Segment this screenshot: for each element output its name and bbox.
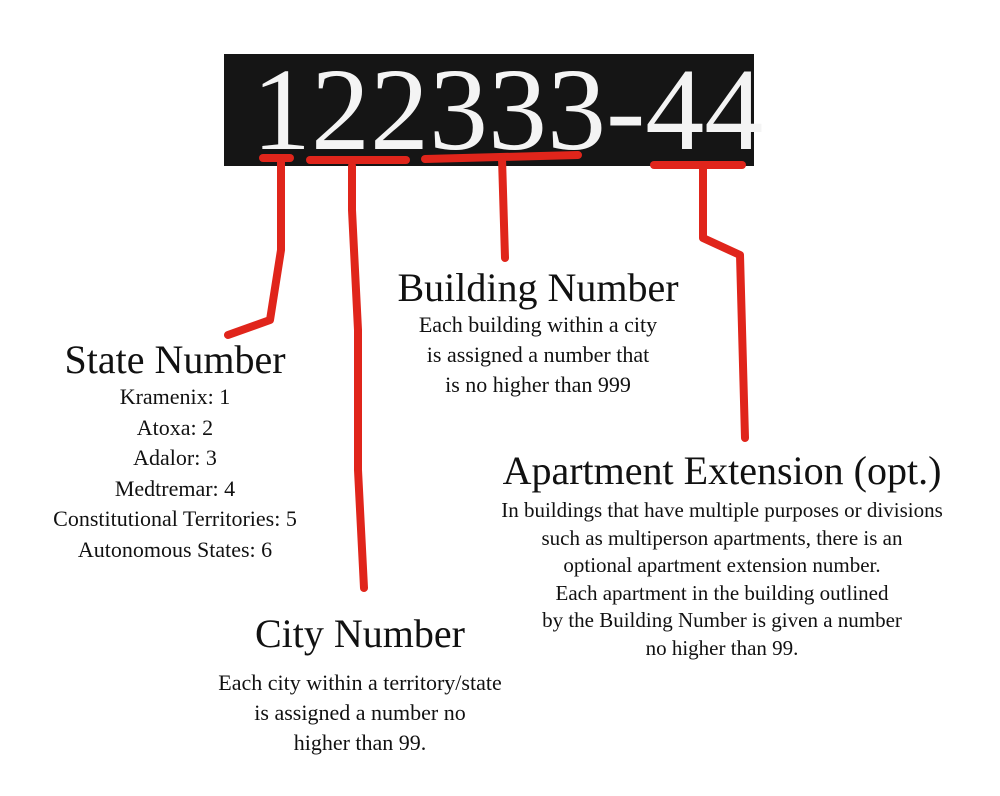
- building-number-section: [352, 266, 724, 400]
- code-number: [252, 40, 763, 180]
- apartment-line: Each apartment in the building outlined: [555, 580, 889, 605]
- state-connector: [228, 160, 281, 335]
- apartment-line: by the Building Number is given a number: [542, 608, 902, 632]
- state-line: Autonomous States: 6: [77, 536, 273, 562]
- state-line: Constitutional Territories: 5: [53, 506, 297, 531]
- apartment-line: optional apartment extension number.: [563, 553, 881, 577]
- city-number-heading: City Number: [255, 611, 465, 656]
- apartment-digits: 44: [645, 44, 764, 175]
- code-separator: -: [606, 44, 646, 175]
- state-line: Medtremar: 4: [114, 475, 236, 501]
- city-digits: 22: [311, 44, 429, 175]
- state-line: Adalor: 3: [133, 445, 217, 470]
- city-line: higher than 99.: [293, 730, 427, 755]
- apartment-line: such as multiperson apartments, there is an: [541, 525, 903, 550]
- state-digit: 1: [252, 44, 311, 175]
- apartment-line: In buildings that have multiple purposes or divisions: [501, 498, 943, 522]
- building-line: Each building within a city: [418, 312, 658, 337]
- state-number-heading: State Number: [64, 337, 286, 382]
- building-line: is no higher than 999: [445, 372, 631, 397]
- building-digits: 333: [429, 44, 606, 175]
- apartment-line: no higher than 99.: [645, 635, 799, 660]
- city-line: Each city within a territory/state: [218, 670, 502, 695]
- apartment-extension-heading: Apartment Extension (opt.): [502, 448, 942, 493]
- city-line: is assigned a number no: [254, 700, 466, 725]
- state-number-section: [20, 338, 330, 565]
- state-line: Atoxa: 2: [136, 414, 214, 440]
- city-number-section: [160, 612, 560, 758]
- building-number-heading: Building Number: [397, 265, 679, 310]
- building-line: is assigned a number that: [426, 342, 650, 367]
- state-line: Kramenix: 1: [119, 384, 231, 409]
